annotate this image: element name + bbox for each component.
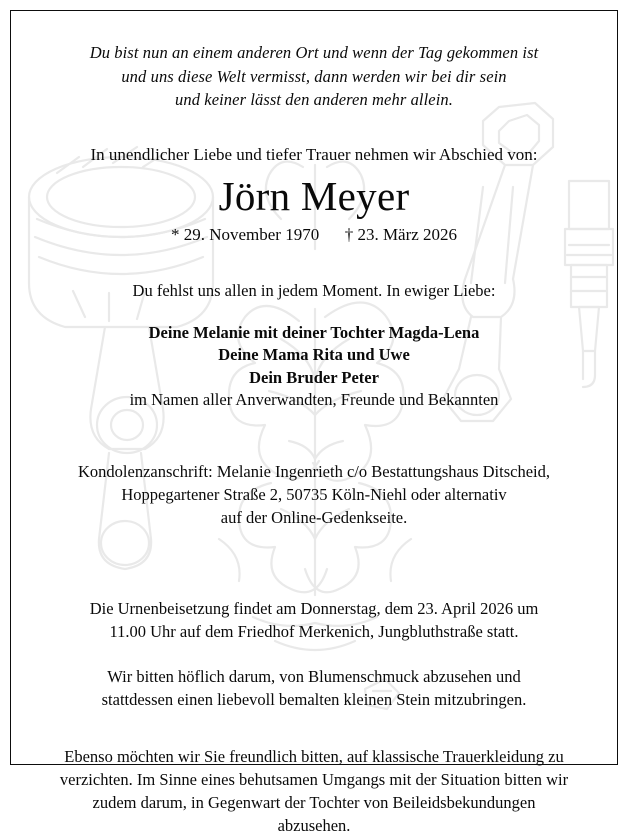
attire-request-line-2: verzichten. Im Sinne eines behutsamen Umgangs mit der Situation bitten wir [59,769,569,789]
poem-line-1: Du bist nun an einem anderen Ort und wenn der Tag gekommen ist [89,43,539,62]
on-behalf-line: im Namen aller Anverwandten, Freunde und Bekannten [129,390,499,409]
condolence-address [56,460,572,529]
life-dates: * 29. November 1970 † 23. März 2026 [170,224,458,244]
mourning-lead: Du fehlst uns allen in jedem Moment. In ewiger Liebe: [132,280,496,300]
spacer [56,563,572,597]
spacer [56,246,572,280]
flowers-request-line-2: stattdessen einen liebevoll bemalten kleinen Stein mitzubringen. [101,689,527,709]
flowers-request [56,665,572,711]
spacer [56,711,572,745]
family-line-1: Deine Melanie mit deiner Tochter Magda-Lena [148,322,480,342]
spacer [56,412,572,446]
memorial-poem [56,41,572,112]
condolence-line-1: Kondolenzanschrift: Melanie Ingenrieth c/o Bestattungshaus Ditscheid, [78,461,550,481]
spacer [56,446,572,460]
spacer [56,529,572,563]
flowers-request-line-1: Wir bitten höflich darum, von Blumenschmuck abzusehen und [107,666,521,686]
announcement-intro: In unendlicher Liebe und tiefer Trauer nehmen wir Abschied von: [90,144,538,164]
poem-line-3: und keiner lässt den anderen mehr allein. [175,90,453,109]
attire-request [56,745,572,837]
family-line-3: Dein Bruder Peter [249,367,379,387]
obituary-content [11,41,617,837]
condolence-line-2: Hoppegartener Straße 2, 50735 Köln-Niehl oder alternativ [121,484,507,504]
family-list [56,322,572,390]
attire-request-line-1: Ebenso möchten wir Sie freundlich bitten, auf klassische Trauerkleidung zu [64,746,564,766]
spacer [56,643,572,665]
poem-line-2: und uns diese Welt vermisst, dann werden wir bei dir sein [121,66,507,86]
ceremony-details [56,597,572,643]
obituary-card [10,10,618,835]
ceremony-line-2: 11.00 Uhr auf dem Friedhof Merkenich, Jungbluthstraße statt. [109,621,519,641]
condolence-line-3: auf der Online-Gedenkseite. [220,507,408,527]
attire-request-line-3: zudem darum, in Gegenwart der Tochter von Beileidsbekundungen abzusehen. [92,792,536,835]
family-line-2: Deine Mama Rita und Uwe [218,345,410,364]
deceased-name: Jörn Meyer [218,172,410,219]
ceremony-line-1: Die Urnenbeisetzung findet am Donnerstag, dem 23. April 2026 um [89,598,539,618]
